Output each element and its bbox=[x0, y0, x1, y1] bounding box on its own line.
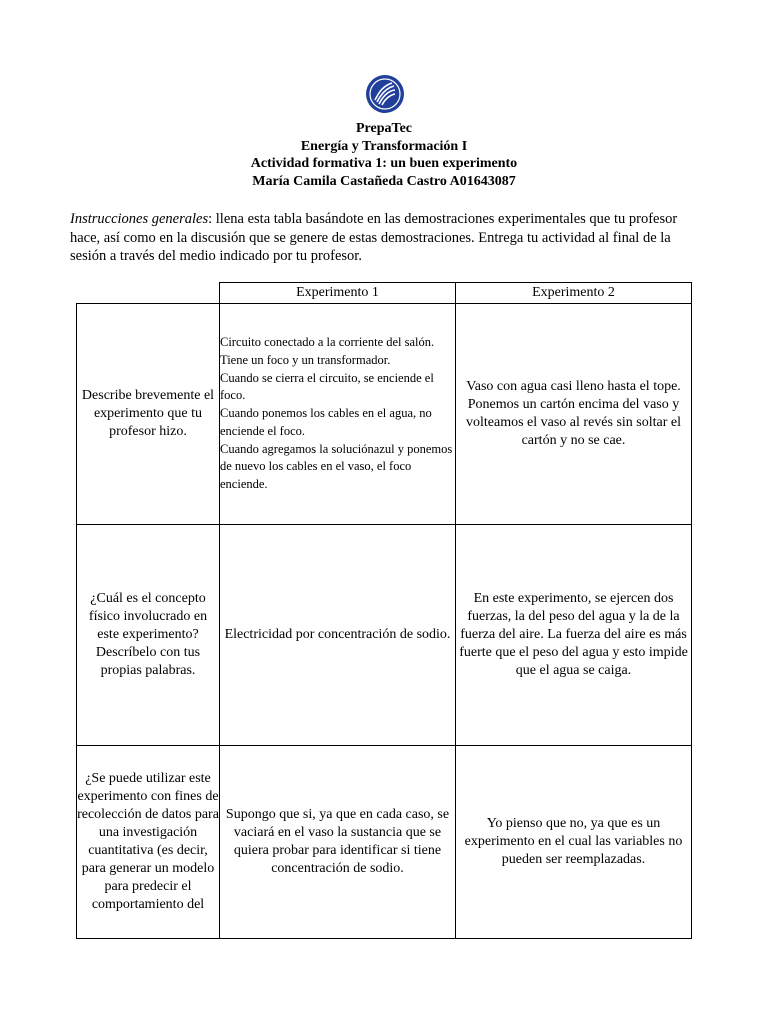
experiment-2-answer-cell: Yo pienso que no, ya que es un experimento en el cual las variables no pueden ser reemplazadas. bbox=[456, 746, 692, 939]
column-header-experiment-2: Experimento 2 bbox=[456, 283, 692, 304]
experiment-1-answer-cell: Electricidad por concentración de sodio. bbox=[220, 525, 456, 746]
table-row bbox=[77, 525, 692, 746]
student-name: María Camila Castañeda Castro A01643087 bbox=[252, 173, 516, 189]
question-cell: Describe brevemente el experimento que tu profesor hizo. bbox=[77, 304, 220, 525]
column-header-experiment-1: Experimento 1 bbox=[220, 283, 456, 304]
experiment-1-answer-cell: Supongo que si, ya que en cada caso, se vaciará en el vaso la sustancia que se quiera probar para identificar si tiene concentración de sodio. bbox=[220, 746, 456, 939]
question-cell bbox=[77, 746, 220, 939]
question-cell: ¿Cuál es el concepto físico involucrado en este experimento? Descríbelo con tus propias palabras. bbox=[77, 525, 220, 746]
empty-corner-cell bbox=[77, 283, 220, 304]
answer-line: Circuito conectado a la corriente del salón. Tiene un foco y un transformador. bbox=[220, 334, 435, 367]
document-header bbox=[0, 120, 768, 190]
prepatec-logo bbox=[363, 72, 407, 116]
question-text: ¿Se puede utilizar este experimento con fines de recolección de datos para una investigación cuantitativa (es decir, para generar un modelo para predecir el comportamiento del bbox=[77, 771, 219, 912]
table-row bbox=[77, 746, 692, 939]
experiment-1-answer-cell bbox=[220, 304, 456, 525]
experiment-2-answer-cell: Vaso con agua casi lleno hasta el tope. Ponemos un cartón encima del vaso y volteamos el vaso al revés sin soltar el cartón y no se cae. bbox=[456, 304, 692, 525]
instructions-label: Instrucciones generales bbox=[70, 211, 209, 227]
instructions-paragraph bbox=[70, 210, 700, 266]
answer-line: Cuando ponemos los cables en el agua, no enciende el foco. bbox=[220, 406, 432, 438]
table-row bbox=[77, 304, 692, 525]
answer-line: Cuando agregamos la soluciónazul y ponemos de nuevo los cables en el vaso, el foco enciende. bbox=[220, 441, 453, 492]
experiment-2-answer-cell: En este experimento, se ejercen dos fuerzas, la del peso del agua y la de la fuerza del aire. La fuerza del aire es más fuerte que el peso del agua y esto impide que el agua se caiga. bbox=[456, 525, 692, 746]
school-name: PrepaTec bbox=[356, 121, 412, 136]
course-name: Energía y Transformación I bbox=[300, 138, 468, 154]
table-header-row bbox=[77, 283, 692, 304]
experiment-table bbox=[76, 282, 692, 939]
activity-title: Actividad formativa 1: un buen experimento bbox=[250, 156, 518, 171]
answer-line: Cuando se cierra el circuito, se enciende el foco. bbox=[220, 370, 434, 403]
instructions-text: : llena esta tabla basándote en las demostraciones experimentales que tu profesor hace, así como en la discusión que se genere de estas demostraciones. Entrega tu actividad al final de la sesión a través del medio indicado por tu profesor. bbox=[70, 211, 678, 264]
